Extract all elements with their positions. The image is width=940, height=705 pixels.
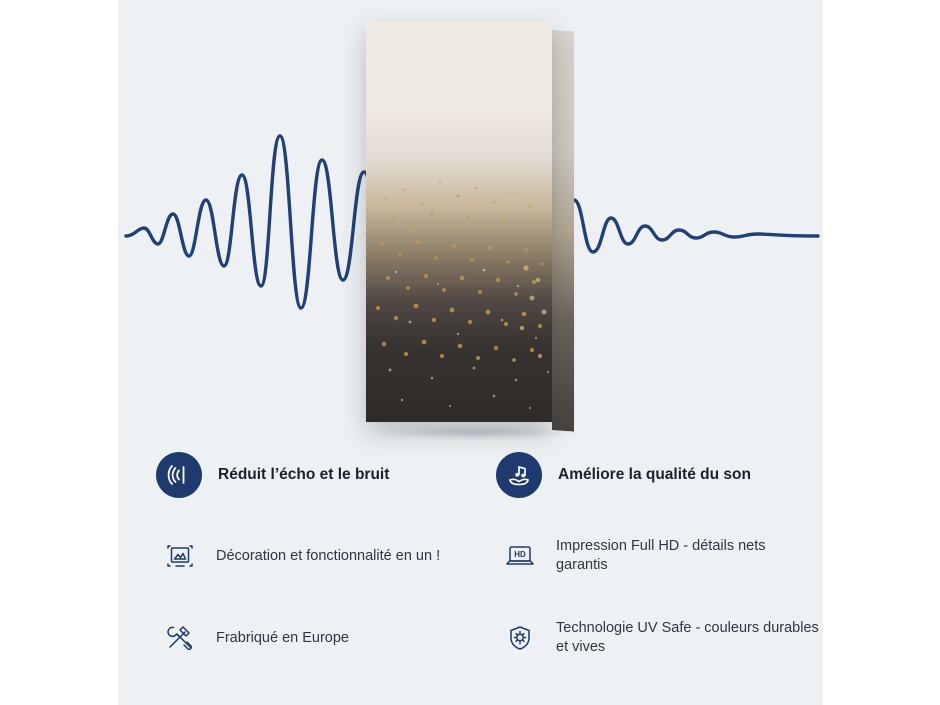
- feature-full-hd-print: [500, 536, 810, 576]
- framed-picture-icon: [160, 536, 200, 576]
- feature-uv-safe: [500, 618, 820, 658]
- feature-label: Impression Full HD - détails nets garantis: [556, 538, 766, 573]
- panel-side-edge: [552, 30, 574, 432]
- feature-label: Améliore la qualité du son: [558, 466, 751, 484]
- feature-icon-wrap: [500, 618, 540, 658]
- feature-label: Réduit l’écho et le bruit: [218, 466, 390, 484]
- feature-reduces-echo: [156, 452, 456, 498]
- uv-shield-icon: [500, 618, 540, 658]
- feature-decoration: [160, 536, 460, 576]
- feature-icon-wrap: [160, 536, 200, 576]
- feature-list: [118, 440, 823, 690]
- panel-shadow: [376, 424, 576, 440]
- right-gutter: [822, 0, 940, 705]
- acoustic-panel: [366, 22, 576, 437]
- panel-speckle-texture: [366, 22, 552, 422]
- feature-label: Décoration et fonctionnalité en un !: [216, 547, 441, 564]
- tools-icon: [160, 618, 200, 658]
- svg-text:HD: HD: [514, 550, 526, 559]
- feature-improves-sound: [496, 452, 816, 498]
- scene-canvas: [118, 0, 823, 705]
- feature-label: Frabriqué en Europe: [216, 629, 349, 646]
- feature-icon-wrap: [496, 452, 542, 498]
- feature-icon-wrap: [156, 452, 202, 498]
- hd-laptop-icon: [500, 536, 540, 576]
- feature-icon-wrap: [500, 536, 540, 576]
- sound-waves-icon: [156, 452, 202, 498]
- left-gutter: [0, 0, 118, 705]
- feature-made-in-europe: [160, 618, 460, 658]
- hand-music-note-icon: [496, 452, 542, 498]
- feature-icon-wrap: [160, 618, 200, 658]
- panel-front-face: [366, 22, 552, 422]
- feature-label: Technologie UV Safe - couleurs durables et vives: [556, 620, 819, 655]
